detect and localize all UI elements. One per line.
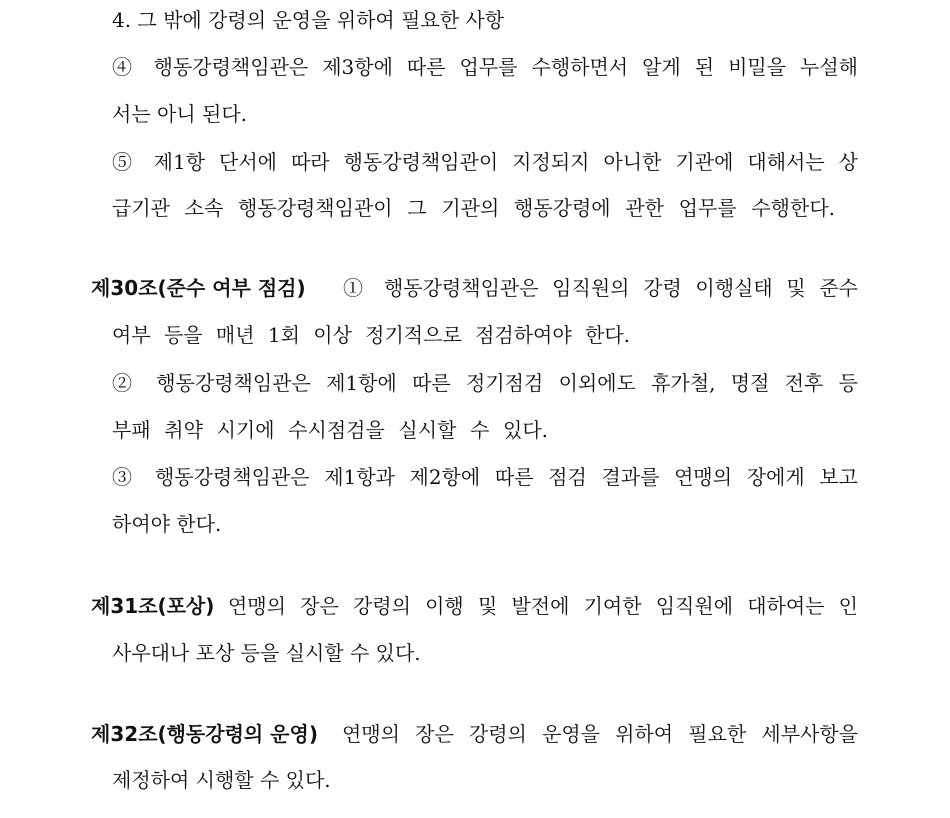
article-30-line-4: 부패 취약 시기에 수시점검을 실시할 수 있다. — [112, 418, 548, 442]
article-30-line-5: ③ 행동강령책임관은 제1항과 제2항에 따른 점검 결과를 연맹의 장에게 보고 — [112, 465, 858, 489]
article-32-line-2: 제정하여 시행할 수 있다. — [112, 768, 331, 792]
article-30-line-1: ① 행동강령책임관은 임직원의 강령 이행실태 및 준수 — [343, 276, 858, 300]
article-31-line-1: 연맹의 장은 강령의 이행 및 발전에 기여한 임직원에 대하여는 인 — [228, 594, 858, 618]
paragraph-4-line-2: 서는 아니 된다. — [112, 102, 247, 126]
article-30-line-2: 여부 등을 매년 1회 이상 정기적으로 점검하여야 한다. — [112, 323, 630, 347]
paragraph-5-line-1: ⑤ 제1항 단서에 따라 행동강령책임관이 지정되지 아니한 기관에 대해서는 상 — [112, 150, 858, 174]
article-32-line-1: 연맹의 장은 강령의 운영을 위하여 필요한 세부사항을 — [342, 722, 858, 746]
article-32-first-line — [91, 722, 858, 746]
article-31-heading: 제31조(포상) — [91, 594, 215, 618]
paragraph-4-line-1: ④ 행동강령책임관은 제3항에 따른 업무를 수행하면서 알게 된 비밀을 누설해 — [112, 55, 858, 79]
article-30-line-6: 하여야 한다. — [112, 512, 222, 536]
clause-item-4: 4. 그 밖에 강령의 운영을 위하여 필요한 사항 — [112, 8, 505, 32]
article-30-line-3: ② 행동강령책임관은 제1항에 따른 정기점검 이외에도 휴가철, 명절 전후 등 — [112, 371, 858, 395]
article-30-heading: 제30조(준수 여부 점검) — [91, 276, 306, 300]
article-31-line-2: 사우대나 포상 등을 실시할 수 있다. — [112, 641, 421, 665]
article-32-heading: 제32조(행동강령의 운영) — [91, 722, 318, 746]
article-30-first-line — [91, 276, 858, 300]
paragraph-5-line-2: 급기관 소속 행동강령책임관이 그 기관의 행동강령에 관한 업무를 수행한다. — [112, 196, 835, 220]
article-31-first-line — [91, 594, 858, 618]
